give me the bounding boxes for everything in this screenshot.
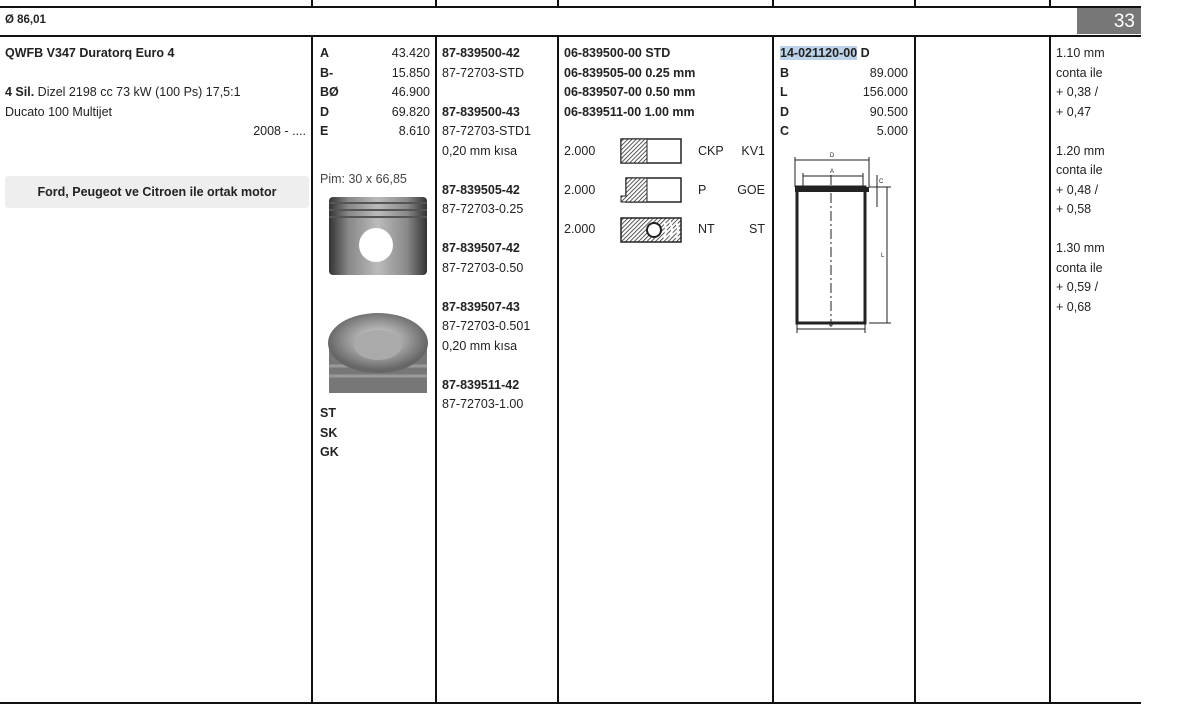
piston-code: SK bbox=[320, 426, 338, 440]
gasket-protrusion-min: + 0,38 / bbox=[1056, 85, 1099, 99]
piston-part-number: 87-839505-42 bbox=[442, 183, 520, 197]
compression-ring-icon bbox=[620, 138, 682, 164]
liner-dim-value: 89.000 bbox=[869, 66, 908, 80]
dim-label: A bbox=[320, 46, 330, 60]
diagram-label-d: D bbox=[829, 153, 835, 159]
liner-suffix: D bbox=[860, 46, 870, 60]
shared-engine-note: Ford, Peugeot ve Citroen ile ortak motor bbox=[5, 176, 309, 208]
piston-ref: 87-72703-1.00 bbox=[442, 397, 524, 411]
gasket-desc: conta ile bbox=[1056, 261, 1103, 275]
liner-dim-label: D bbox=[780, 105, 790, 119]
column-divider bbox=[557, 36, 559, 703]
dim-value: 43.420 bbox=[391, 46, 430, 60]
liner-dim-value: 156.000 bbox=[862, 85, 908, 99]
header-rule bbox=[0, 35, 1141, 37]
ring-set: 06-839505-00 0.25 mm bbox=[564, 66, 696, 80]
piston-ref: 87-72703-0.25 bbox=[442, 202, 524, 216]
column-divider bbox=[914, 36, 916, 703]
bottom-rule bbox=[0, 702, 1141, 704]
ring-width: 2.000 bbox=[564, 183, 596, 197]
liner-dim-value: 90.500 bbox=[869, 105, 908, 119]
piston-note: 0,20 mm kısa bbox=[442, 339, 518, 353]
dim-value: 15.850 bbox=[391, 66, 430, 80]
ring-width: 2.000 bbox=[564, 144, 596, 158]
dim-value: 69.820 bbox=[391, 105, 430, 119]
gasket-protrusion-min: + 0,59 / bbox=[1056, 280, 1099, 294]
engine-spec bbox=[5, 83, 241, 103]
ring-code: KV1 bbox=[741, 144, 765, 158]
column-divider bbox=[311, 36, 313, 703]
ring-code: GOE bbox=[737, 183, 765, 197]
oil-ring-icon bbox=[620, 217, 682, 243]
dim-label: D bbox=[320, 105, 330, 119]
piston-top-image bbox=[326, 308, 430, 396]
diagram-label-a: A bbox=[829, 169, 835, 175]
page-number: 33 bbox=[1077, 8, 1141, 34]
vehicle-model: Ducato 100 Multijet bbox=[5, 105, 113, 119]
liner-part bbox=[780, 44, 870, 64]
piston-ref: 87-72703-0.50 bbox=[442, 261, 524, 275]
dim-value: 46.900 bbox=[391, 85, 430, 99]
gasket-protrusion-min: + 0,48 / bbox=[1056, 183, 1099, 197]
cylinder-liner-diagram bbox=[785, 145, 905, 335]
gasket-desc: conta ile bbox=[1056, 163, 1103, 177]
dim-value: 8.610 bbox=[398, 124, 430, 138]
liner-dim-label: B bbox=[780, 66, 790, 80]
pin-size: Pim: 30 x 66,85 bbox=[320, 172, 407, 186]
ring-width: 2.000 bbox=[564, 222, 596, 236]
piston-side-image bbox=[326, 195, 430, 279]
gasket-thickness: 1.20 mm bbox=[1056, 144, 1105, 158]
liner-part-number: 14-021120-00 bbox=[780, 46, 858, 60]
dim-label: B- bbox=[320, 66, 334, 80]
piston-ref: 87-72703-STD1 bbox=[442, 124, 531, 138]
engine-code: QWFB V347 Duratorq Euro 4 bbox=[5, 46, 175, 60]
gasket-thickness: 1.10 mm bbox=[1056, 46, 1105, 60]
dim-label: BØ bbox=[320, 85, 339, 99]
cylinder-count: 4 Sil. bbox=[5, 85, 35, 99]
ring-type: P bbox=[698, 183, 707, 197]
liner-dim-label: L bbox=[780, 85, 788, 99]
piston-part-number: 87-839511-42 bbox=[442, 378, 520, 392]
model-years: 2008 - .... bbox=[253, 124, 306, 138]
ring-type: NT bbox=[698, 222, 715, 236]
gasket-protrusion-max: + 0,68 bbox=[1056, 300, 1092, 314]
liner-dim-value: 5.000 bbox=[876, 124, 908, 138]
diagram-label-c: C bbox=[879, 179, 884, 185]
piston-code: ST bbox=[320, 406, 336, 420]
ring-set: 06-839500-00 STD bbox=[564, 46, 671, 60]
piston-part-number: 87-839507-43 bbox=[442, 300, 520, 314]
scraper-ring-icon bbox=[620, 177, 682, 203]
engine-spec-text: Dizel 2198 cc 73 kW (100 Ps) 17,5:1 bbox=[37, 85, 241, 99]
piston-part-number: 87-839507-42 bbox=[442, 241, 520, 255]
ring-type: CKP bbox=[698, 144, 724, 158]
column-divider bbox=[435, 36, 437, 703]
gasket-protrusion-max: + 0,58 bbox=[1056, 202, 1092, 216]
column-divider bbox=[1049, 36, 1051, 703]
piston-ref: 87-72703-0.501 bbox=[442, 319, 531, 333]
gasket-desc: conta ile bbox=[1056, 66, 1103, 80]
gasket-thickness: 1.30 mm bbox=[1056, 241, 1105, 255]
piston-note: 0,20 mm kısa bbox=[442, 144, 518, 158]
piston-ref: 87-72703-STD bbox=[442, 66, 524, 80]
column-divider bbox=[772, 36, 774, 703]
dim-label: E bbox=[320, 124, 329, 138]
diagram-label-l: L bbox=[881, 253, 885, 259]
liner-dim-label: C bbox=[780, 124, 790, 138]
ring-set: 06-839511-00 1.00 mm bbox=[564, 105, 695, 119]
bore-diameter: Ø 86,01 bbox=[5, 14, 46, 26]
piston-part-number: 87-839500-42 bbox=[442, 46, 520, 60]
diagram-label-b: B bbox=[828, 322, 834, 328]
gasket-protrusion-max: + 0,47 bbox=[1056, 105, 1092, 119]
ring-code: ST bbox=[749, 222, 765, 236]
piston-code: GK bbox=[320, 445, 339, 459]
ring-set: 06-839507-00 0.50 mm bbox=[564, 85, 696, 99]
piston-part-number: 87-839500-43 bbox=[442, 105, 520, 119]
